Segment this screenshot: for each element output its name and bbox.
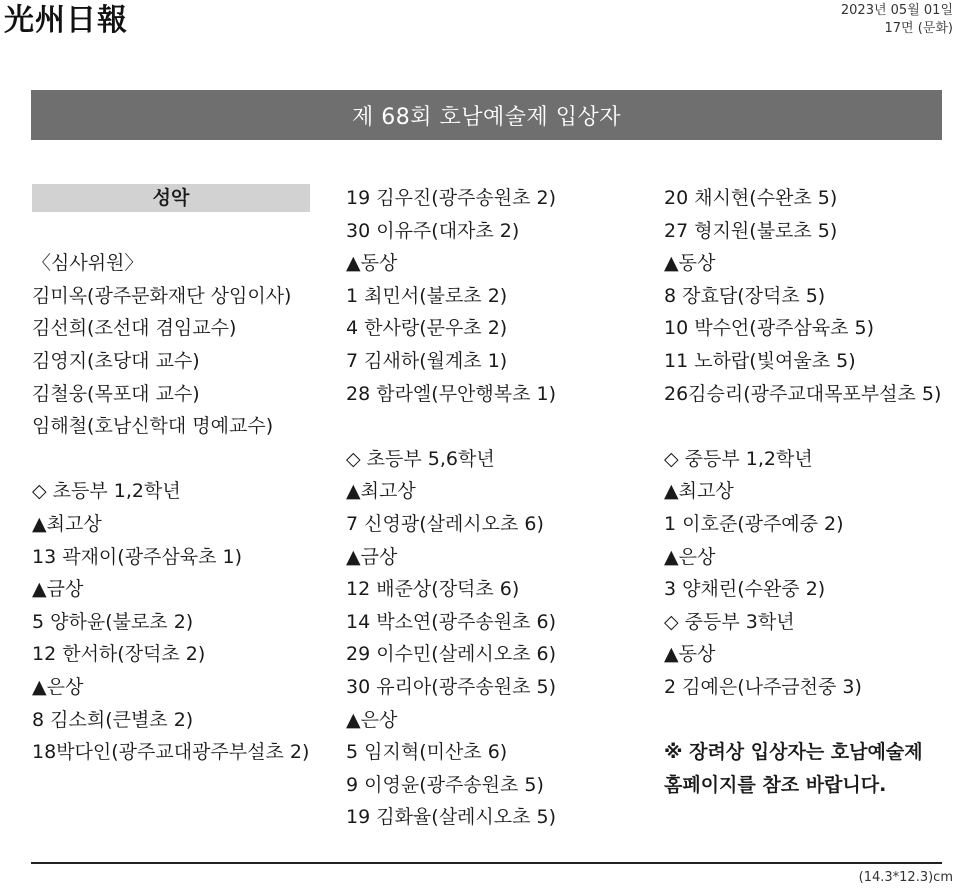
section-heading-vocal: 성악 <box>32 184 310 212</box>
text-line: ▲최고상 <box>32 512 102 535</box>
text-line: 1 최민서(불로초 2) <box>346 284 508 307</box>
text-line: ▲은상 <box>32 675 84 698</box>
notice-line: ※ 장려상 입상자는 호남예술제 <box>664 741 923 764</box>
text-line: 30 이유주(대자초 2) <box>346 219 520 242</box>
text-line: 8 장효담(장덕초 5) <box>664 284 826 307</box>
text-line: 19 김우진(광주송원초 2) <box>346 187 557 209</box>
article-size-note: (14.3*12.3)cm <box>858 870 953 885</box>
text-line: 5 양하윤(불로초 2) <box>32 610 194 633</box>
text-line: 12 한서하(장덕초 2) <box>32 643 206 666</box>
bottom-divider <box>31 862 942 864</box>
text-line: 3 양채린(수완중 2) <box>664 578 826 601</box>
text-line: 김선희(조선대 겸임교수) <box>32 317 237 340</box>
text-line: 10 박수언(광주삼육초 5) <box>664 317 875 340</box>
text-line: 〈심사위원〉 <box>32 252 144 275</box>
text-line: 28 함라엘(무안행복초 1) <box>346 382 557 405</box>
text-line: 11 노하랍(빛여울초 5) <box>664 349 856 372</box>
text-line: 5 임지혁(미산초 6) <box>346 741 508 764</box>
text-line: ◇ 초등부 5,6학년 <box>346 447 495 470</box>
notice-line: 홈페이지를 참조 바랍니다. <box>664 773 887 796</box>
text-line: 7 김새하(월계초 1) <box>346 349 508 372</box>
text-line: 20 채시현(수완초 5) <box>664 187 838 209</box>
spacer <box>664 704 949 737</box>
publication-date: 2023년 05월 01일 <box>840 3 953 18</box>
text-line: ▲동상 <box>664 252 716 275</box>
text-line: 7 신영광(살레시오초 6) <box>346 512 544 535</box>
column-3 <box>664 182 949 801</box>
text-line: ▲은상 <box>346 708 398 731</box>
text-line: ▲금상 <box>32 578 84 601</box>
newspaper-logo: 光州日報 <box>4 3 128 38</box>
text-line: ▲금상 <box>346 545 398 568</box>
judge-line: 김미옥(광주문화재단 상임이사) <box>32 284 292 307</box>
spacer <box>664 410 949 443</box>
article-title: 제 68회 호남예술제 입상자 <box>352 104 621 130</box>
column-1 <box>32 182 322 769</box>
text-line: 4 한사랑(문우초 2) <box>346 317 508 340</box>
text-line: 2 김예은(나주금천중 3) <box>664 675 862 698</box>
spacer <box>32 443 322 476</box>
text-line: 김영지(초당대 교수) <box>32 349 200 372</box>
text-line: 26김승리(광주교대목포부설초 5) <box>664 382 942 405</box>
text-line: ▲최고상 <box>664 480 734 503</box>
text-line: 김철웅(목포대 교수) <box>32 382 200 405</box>
text-line: ◇ 중등부 1,2학년 <box>664 447 813 470</box>
text-line: 8 김소희(큰별초 2) <box>32 708 194 731</box>
text-line: ▲최고상 <box>346 480 416 503</box>
page-info: 17면 (문화) <box>884 21 953 36</box>
text-line: 30 유리아(광주송원초 5) <box>346 675 557 698</box>
text-line: 1 이호준(광주예중 2) <box>664 512 844 535</box>
text-line: ◇ 중등부 3학년 <box>664 610 795 633</box>
text-line: 14 박소연(광주송원초 6) <box>346 610 557 633</box>
text-line: ◇ 초등부 1,2학년 <box>32 480 181 503</box>
text-line: ▲동상 <box>664 643 716 666</box>
text-line: ▲은상 <box>664 545 716 568</box>
text-line: 27 형지원(불로초 5) <box>664 219 838 242</box>
spacer <box>32 215 322 248</box>
text-line: 13 곽재이(광주삼육초 1) <box>32 545 243 568</box>
article-title-bar <box>31 90 942 140</box>
text-line: ▲동상 <box>346 252 398 275</box>
text-line: 12 배준상(장덕초 6) <box>346 578 520 601</box>
text-line: 18박다인(광주교대광주부설초 2) <box>32 741 310 764</box>
spacer <box>346 410 646 443</box>
text-line: 29 이수민(살레시오초 6) <box>346 643 557 666</box>
text-line: 9 이영윤(광주송원초 5) <box>346 773 544 796</box>
article-meta <box>841 2 953 38</box>
column-2 <box>346 182 646 834</box>
text-line: 19 김화율(살레시오초 5) <box>346 806 557 829</box>
text-line: 임해철(호남신학대 명예교수) <box>32 415 274 438</box>
